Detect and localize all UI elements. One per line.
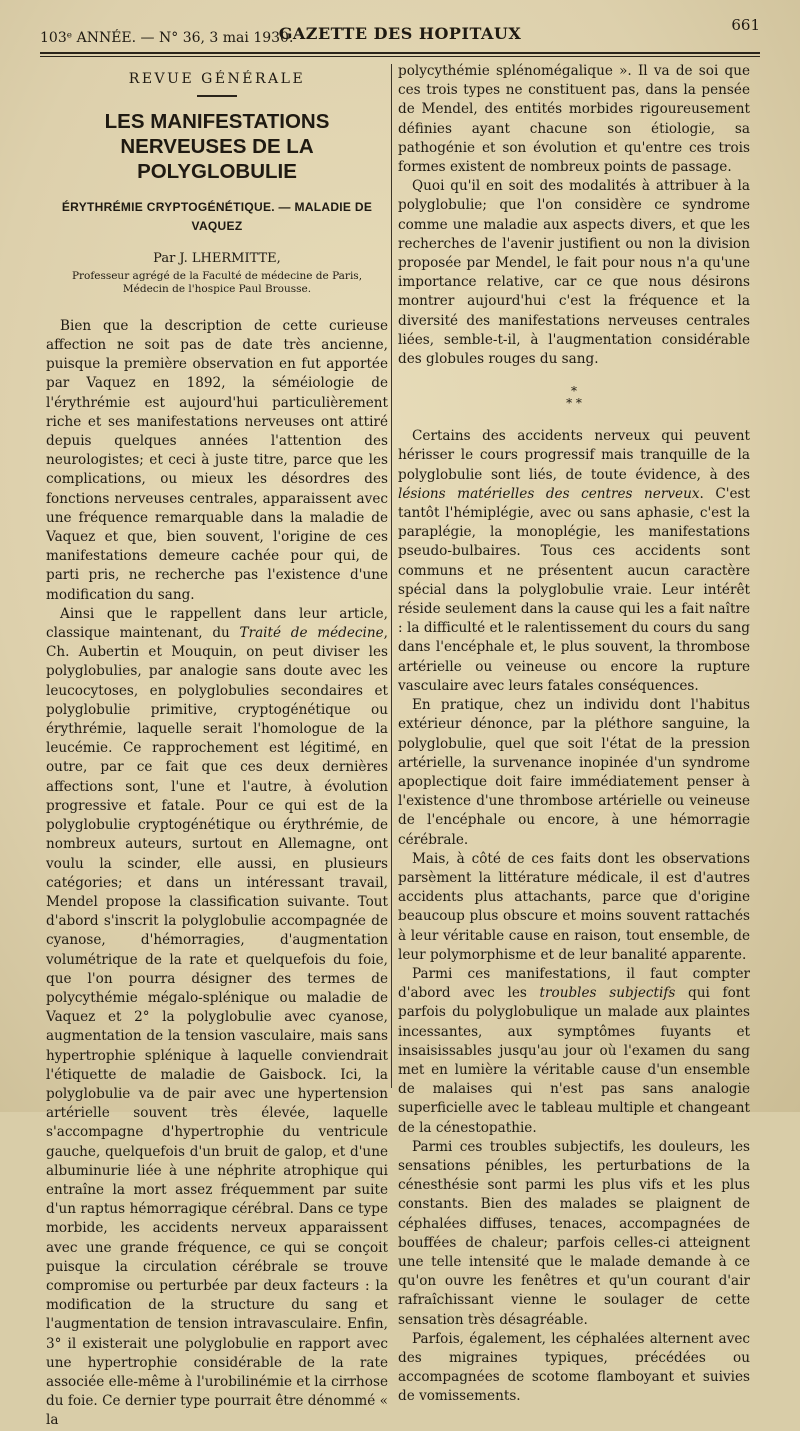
left-column — [46, 62, 388, 1431]
paragraph: polycythémie splénomégalique ». Il va de soi que ces trois types ne constituent pas, dans la pensée de Mendel, des entités morbides rigoureusement définies ayant chacune son étiologie, sa pathogénie et son évolution et qu'entre ces trois formes existent de nombreux points de passage. — [398, 63, 750, 176]
italic-reference: Traité de médecine — [239, 625, 384, 642]
header-rule-thin — [40, 56, 760, 57]
paragraph: Mais, à côté de ces faits dont les observations parsèment la littérature médicale, il est d'autres accidents plus attachants, parce que d'origine beaucoup plus obscure et moins souvent rattachés à leur véritable cause en raison, tout ensemble, de leur polymorphisme et de leur banalité apparente. — [398, 850, 750, 963]
author-line: Par J. LHERMITTE, — [153, 250, 281, 266]
paragraph: Quoi qu'il en soit des modalités à attribuer à la polyglobulie; que l'on considère ce syndrome comme une maladie aux aspects divers, et que les recherches de l'avenir justifient ou non la division proposée par Mendel, le fait pour nous n'a qu'une importance relative, car ce que nous désirons montrer aujourd'hui c'est la fréquence et la diversité des manifestations nerveuses centrales liées, semble-t-il, à l'augmentation considérable des globules rouges du sang. — [398, 178, 750, 368]
running-header — [40, 14, 760, 48]
paragraph-text: Ainsi que le rappellent dans leur article, classique maintenant, du — [46, 605, 388, 642]
paragraph: Bien que la description de cette curieuse affection ne soit pas de date très ancienne, puisque la première observation en fut apportée par Vaquez en 1892, la séméiologie de l'érythrémie est aujourd'hui particulièrement riche et ses manifestations nerveuses ont attiré depuis quelques années l'attention des neurologistes; et ceci à juste titre, parce que les complications, ou mieux les désordres des fonctions nerveuses centrales, apparaissent avec une fréquence remarquable dans la maladie de Vaquez et que, bien souvent, l'origine de ces manifestations demeure cachée pour qui, de parti pris, ne recherche pas l'existence d'une modification du sang. — [46, 317, 388, 603]
paragraph: Parmi ces troubles subjectifs, les douleurs, les sensations pénibles, les perturbations de la cénesthésie sont parmi les plus vifs et les plus constants. Bien des malades se plaignent de céphalées diffuses, tenaces, accompagnées de bouffées de chaleur; parfois celles-ci atteignent une telle intensité que le malade demande à ce qu'on ouvre les fenêtres et qu'un courant d'air rafraîchissant vienne le soulager de cette sensation très désagréable. — [398, 1138, 750, 1328]
author-affiliation — [46, 270, 388, 297]
article-subtitle: ÉRYTHRÉMIE CRYPTOGÉNÉTIQUE. — MALADIE DE VAQUEZ — [61, 200, 373, 234]
paragraph-text: . C'est tantôt l'hémiplégie, avec ou sans aphasie, c'est la paraplégie, la monoplégie, les manifestations pseudo-bulbaires. Tous ces accidents sont communs et ne présentent aucun caractère spécial dans la polyglobulie vraie. Leur intérêt réside seulement dans la cause qui les a fait naître : la difficulté et le ralentissement du cours du sang dans l'encéphale et, le plus souvent, la thrombose artérielle ou veineuse ou encore la rupture vasculaire avec leurs fatales conséquences. — [398, 485, 750, 694]
paragraph — [398, 427, 750, 696]
separator-asterisk: * — [571, 384, 577, 399]
page-number: 661 — [731, 16, 760, 34]
issue-line: 103ᵉ ANNÉE. — N° 36, 3 mai 1930. — [40, 30, 294, 46]
italic-emphasis: troubles subjectifs — [539, 985, 676, 1002]
italic-emphasis: lésions matérielles des centres nerveux — [398, 485, 700, 502]
section-heading: REVUE GÉNÉRALE — [128, 71, 306, 87]
affiliation-line: Médecin de l'hospice Paul Brousse. — [122, 283, 312, 296]
section-separator — [398, 385, 750, 409]
paragraph — [46, 605, 388, 1431]
paragraph: En pratique, chez un individu dont l'habitus extérieur dénonce, par la pléthore sanguine, la polyglobulie, quel que soit l'état de la pression artérielle, la survenance inopinée d'un syndrome apoplectique doit faire immédiatement penser à l'existence d'une thrombose artérielle ou veineuse de l'encéphale ou encore, à une hémorragie cérébrale. — [398, 697, 750, 848]
paragraph: Parfois, également, les céphalées alternent avec des migraines typiques, précédées ou accompagnées de scotome flamboyant et suivies de vomissements. — [398, 1330, 750, 1405]
paragraph-text: Certains des accidents nerveux qui peuvent hérisser le cours progressif mais tranquille de la polyglobulie sont liés, de toute évidence, à des — [398, 428, 750, 483]
article-title: LES MANIFESTATIONS NERVEUSES DE LA POLYGLOBULIE — [104, 110, 330, 184]
journal-title: GAZETTE DES HOPITAUX — [278, 24, 522, 43]
separator-asterisks: * * — [566, 396, 582, 411]
paragraph — [398, 965, 750, 1138]
paragraph-text: Parmi ces manifestations, il faut compter d'abord avec les — [398, 965, 750, 1002]
paragraph-text: qui font parfois du polyglobulique un malade aux plaintes incessantes, aux symptômes fuyants et insaisissables jusqu'au jour où l'examen du sang met en lumière la véritable cause d'un ensemble de malaises qui n'est pas sans analogie superficielle avec le tableau multiple et changeant de la cénestopathie. — [398, 985, 750, 1136]
paragraph-text: , Ch. Aubertin et Mouquin, on peut diviser les polyglobulies, par analogie sans doute avec les leucocytoses, en polyglobulies secondaires et polyglobulie primitive, cryptogénétique ou érythrémie, laquelle serait l'homologue de la leucémie. Ce rapprochement est légitimé, en outre, par ce fait que ces deux dernières affections sont, l'une et l'autre, à évolution progressive et fatale. Pour ce qui est de la polyglobulie cryptogénétique ou érythrémie, de nombreux auteurs, surtout en Allemagne, ont voulu la scinder, elle aussi, en plusieurs catégories; et dans un intéressant travail, Mendel propose la classification suivante. Tout d'abord s'inscrit la polyglobulie accompagnée de cyanose, d'hémorragies, d'augmentation volumétrique de la rate et quelquefois du foie, que l'on pourra désigner des termes de polycythémie mégalo-splénique ou maladie de Vaquez et 2° la polyglobulie avec cyanose, augmentation de la tension vasculaire, mais sans hypertrophie splénique à laquelle conviendrait l'étiquette de maladie de Gaisbock. Ici, la polyglobulie va de pair avec une hypertension artérielle souvent très élevée, laquelle s'accompagne d'hypertrophie du ventricule gauche, quelquefois d'un bruit de galop, et d'une albuminurie liée à une néphrite atrophique qui entraîne la mort assez fréquemment par suite d'un raptus hémorragique cérébral. Dans ce type morbide, les accidents nerveux apparaissent avec une grande fréquence, ce qui se conçoit puisque la circulation cérébrale se trouve compromise ou perturbée par deux facteurs : la modification de la structure du sang et l'augmentation de tension intravasculaire. Enfin, 3° il existerait une polyglobulie en rapport avec une hypertrophie considérable de la rate associée elle-même à l'urobilinémie et la cirrhose du foie. Ce dernier type pourrait être dénommé « la — [46, 625, 388, 1429]
affiliation-line: Professeur agrégé de la Faculté de médecine de Paris, — [71, 269, 363, 282]
column-divider — [391, 64, 392, 1088]
title-rule — [197, 95, 237, 97]
right-column — [398, 62, 750, 1407]
header-rule — [40, 52, 760, 54]
